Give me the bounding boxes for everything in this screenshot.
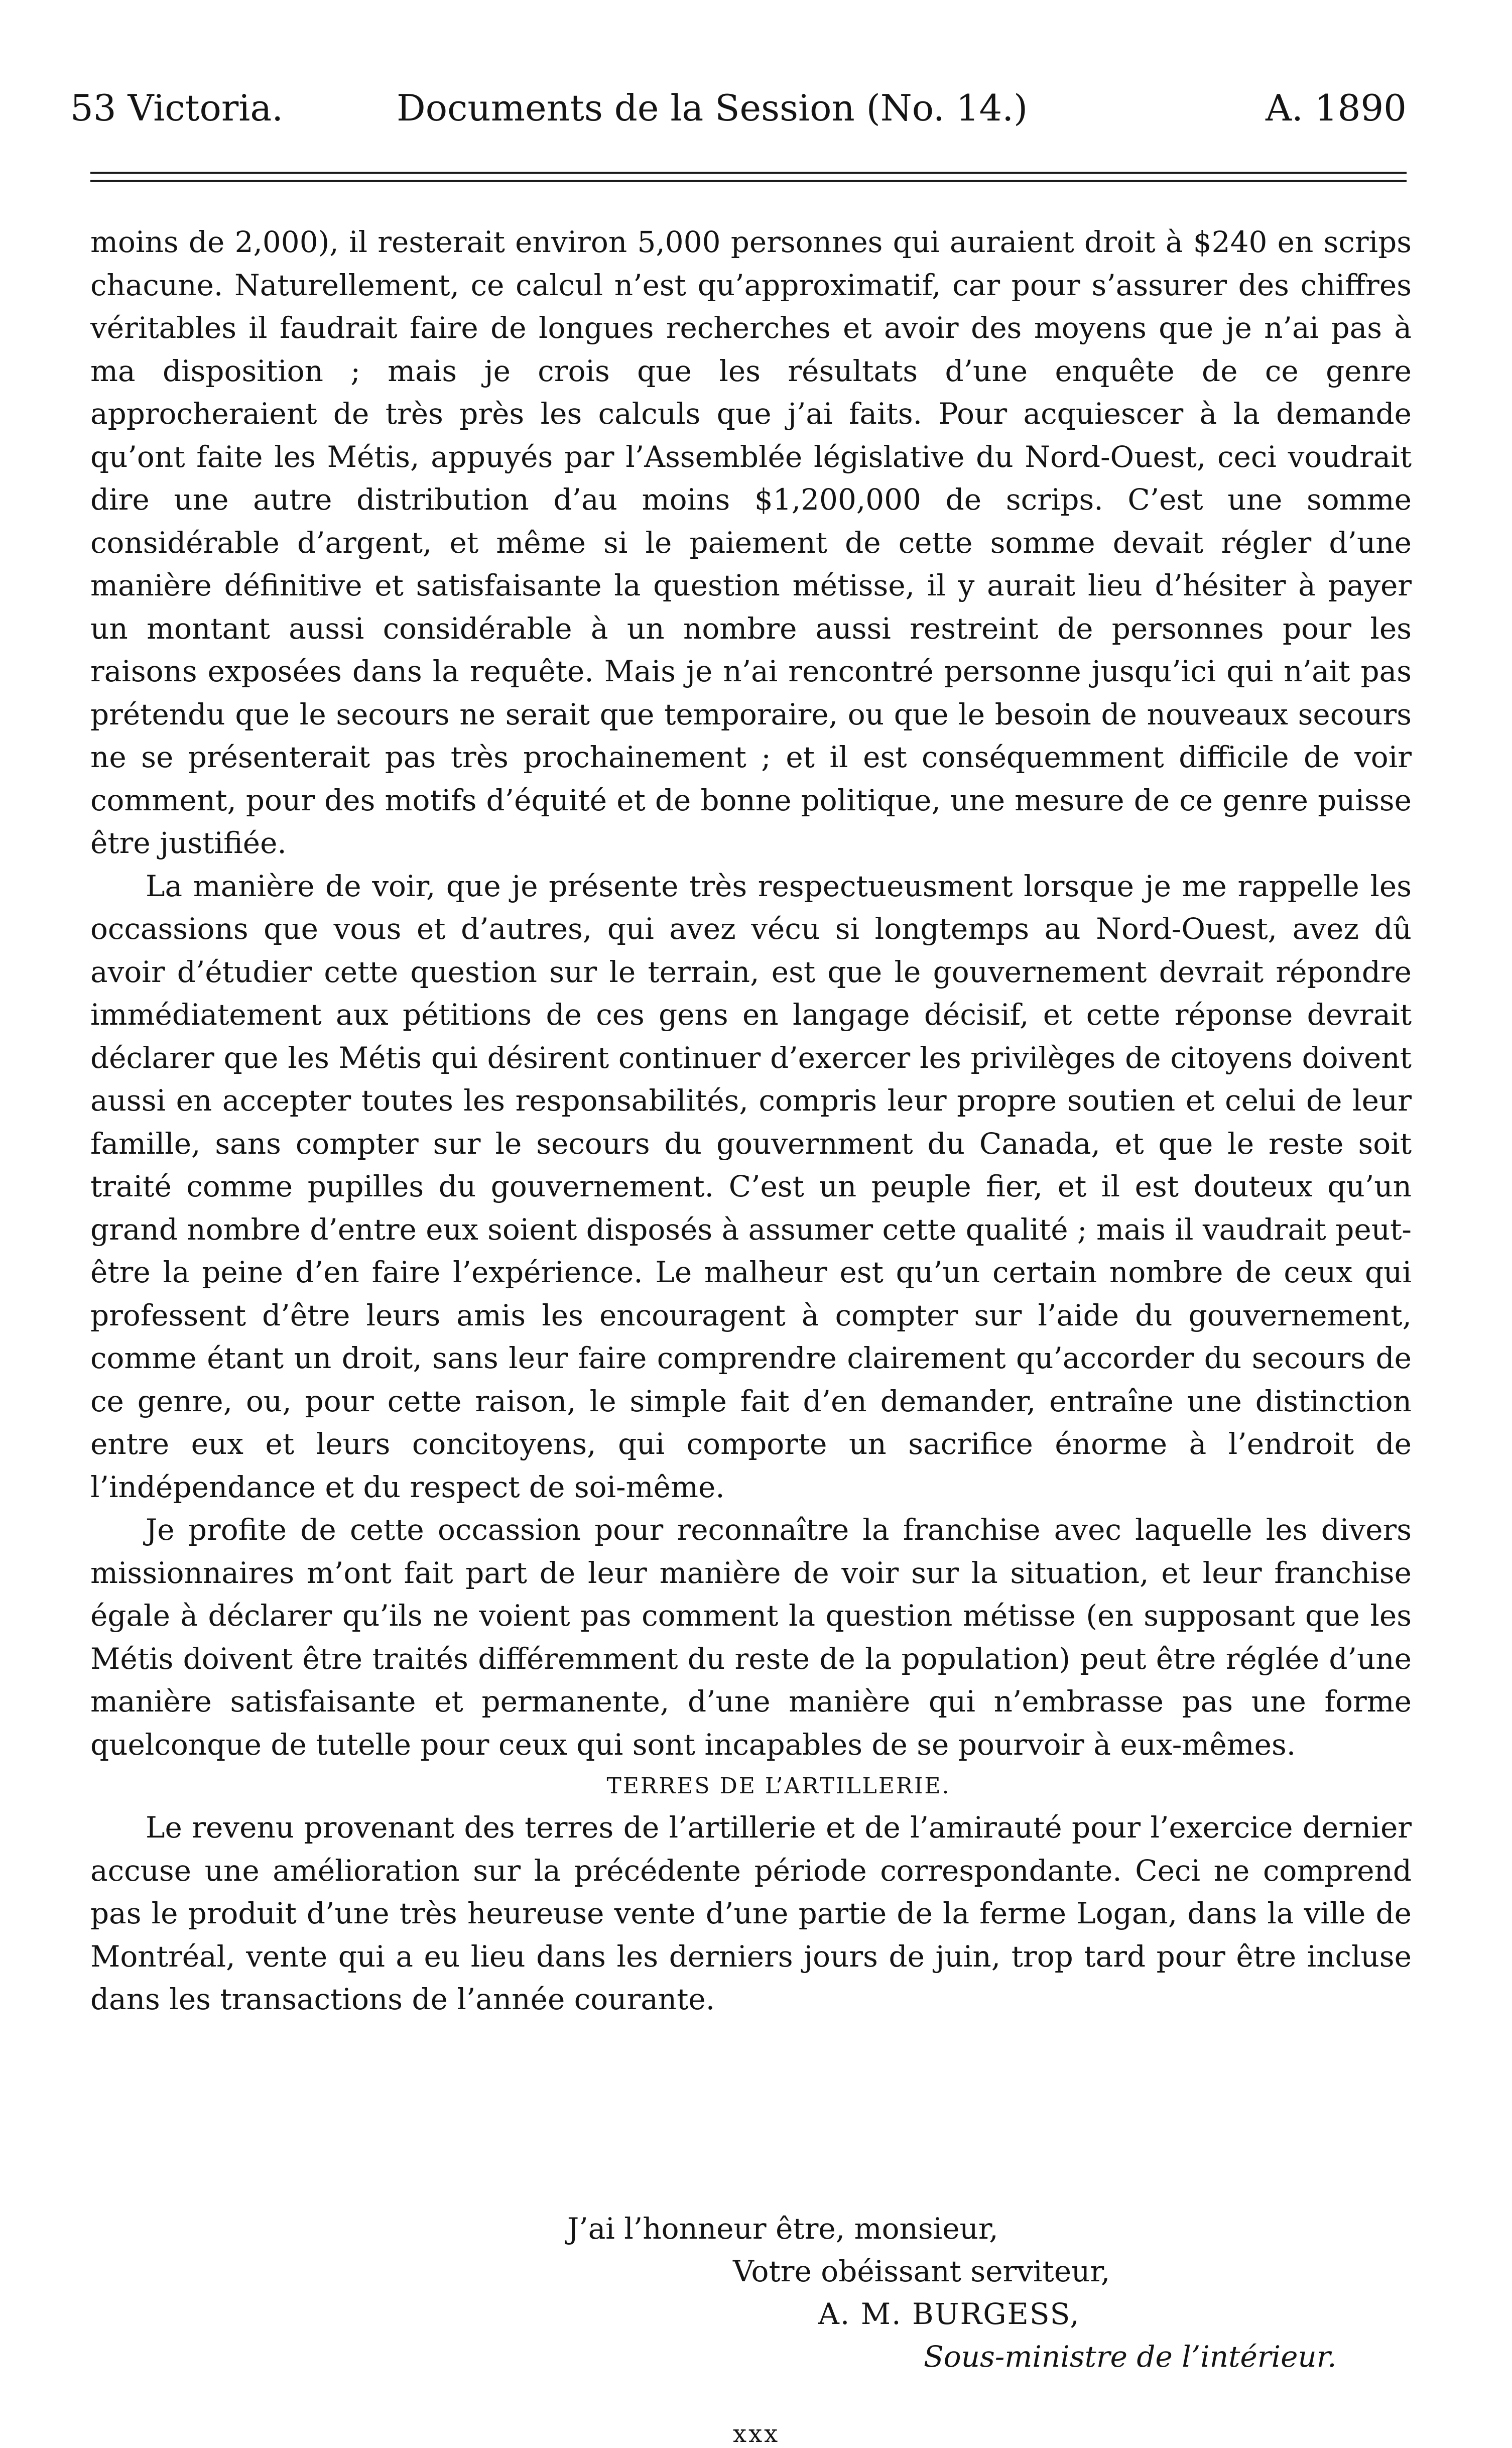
running-header bbox=[70, 80, 1407, 136]
paragraph-terres-artillerie: Le revenu provenant des terres de l’artillerie et de l’amirauté pour l’exercice dernier accuse une amélioration sur la précédente période correspondante. Ceci ne comprend pas le produit d’une très heureuse vente d’une partie de la ferme Logan, dans la ville de Montréal, vente qui a eu lieu dans les derniers jours de juin, trop tard pour être incluse dans les transactions de l’année courante. bbox=[90, 1810, 1412, 2016]
closing-salutation: J’ai l’honneur être, monsieur, bbox=[567, 2212, 998, 2246]
closing-servant: Votre obéissant serviteur, bbox=[733, 2254, 1110, 2288]
header-year: A. 1890 bbox=[1265, 87, 1407, 129]
paragraph-continued: moins de 2,000), il resterait environ 5,000 personnes qui auraient droit à $240 en scrips chacune. Naturellement, ce calcul n’est qu’approximatif, car pour s’assurer des chiffres véritables il faudrait faire de longues recherches et avoir des moyens que je n’ai pas à ma disposition ; mais je crois que les résultats d’une enquête de ce genre approcheraient de très près les calculs que j’ai faits. Pour acquiescer à la demande qu’ont faite les Métis, appuyés par l’Assemblée législative du Nord-Ouest, ceci voudrait dire une autre distribution d’au moins $1,200,000 de scrips. C’est une somme considérable d’argent, et même si le paiement de cette somme devait régler d’une manière définitive et satisfaisante la question métisse, il y aurait lieu d’hésiter à payer un montant aussi considérable à un nombre aussi restreint de personnes pour les raisons exposées dans la requête. Mais je n’ai rencontré personne jusqu’ici qui n’ait pas prétendu que le secours ne serait que temporaire, ou que le besoin de nouveaux secours ne se présenterait pas très prochainement ; et il est conséquemment difficile de voir comment, pour des motifs d’équité et de bonne politique, une mesure de ce genre puisse être justifiée. bbox=[90, 225, 1412, 860]
paragraph-maniere-de-voir: La manière de voir, que je présente très respectueusment lorsque je me rappelle les occassions que vous et d’autres, qui avez vécu si longtemps au Nord-Ouest, avez dû avoir d’étudier cette question sur le terrain, est que le gouvernement devrait répondre immédiatement aux pétitions de ces gens en langage décisif, et cette réponse devrait déclarer que les Métis qui désirent continuer d’exercer les privilèges de citoyens doivent aussi en accepter toutes les responsabilités, compris leur propre soutien et celui de leur famille, sans compter sur le secours du gouvernment du Canada, et que le reste soit traité comme pupilles du gouvernement. C’est un peuple fier, et il est douteux qu’un grand nombre d’entre eux soient disposés à assumer cette qualité ; mais il vaudrait peut-être la peine d’en faire l’expérience. Le malheur est qu’un certain nombre de ceux qui professent d’être leurs amis les encouragent à compter sur l’aide du gouvernement, comme étant un droit, sans leur faire comprendre clairement qu’accorder du secours de ce genre, ou, pour cette raison, le simple fait d’en demander, entraîne une distinction entre eux et leurs concitoyens, qui comporte un sacrifice énorme à l’endroit de l’indépendance et du respect de soi-même. bbox=[90, 869, 1412, 1504]
header-rule-bottom bbox=[90, 180, 1407, 182]
header-rule-top bbox=[90, 172, 1407, 174]
signatory-title: Sous-ministre de l’intérieur. bbox=[924, 2340, 1337, 2374]
paragraph-je-profite: Je profite de cette occassion pour reconnaître la franchise avec laquelle les divers missionnaires m’ont fait part de leur manière de voir sur la situation, et leur franchise égale à déclarer qu’ils ne voient pas comment la question métisse (en supposant que les Métis doivent être traités différemment du reste de la population) peut être réglée d’une manière satisfaisante et permanente, d’une manière qui n’embrasse pas une forme quelconque de tutelle pour ceux qui sont incapables de se pourvoir à eux-mêmes. bbox=[90, 1513, 1412, 1762]
signatory-name: A. M. BURGESS, bbox=[818, 2297, 1080, 2331]
page-folio: xxx bbox=[733, 2420, 780, 2448]
header-document-title: Documents de la Session (No. 14.) bbox=[397, 87, 1028, 129]
section-heading: TERRES DE L’ARTILLERIE. bbox=[606, 1773, 951, 1799]
body-text bbox=[90, 221, 1412, 2021]
header-regnal-year: 53 Victoria. bbox=[70, 87, 284, 129]
